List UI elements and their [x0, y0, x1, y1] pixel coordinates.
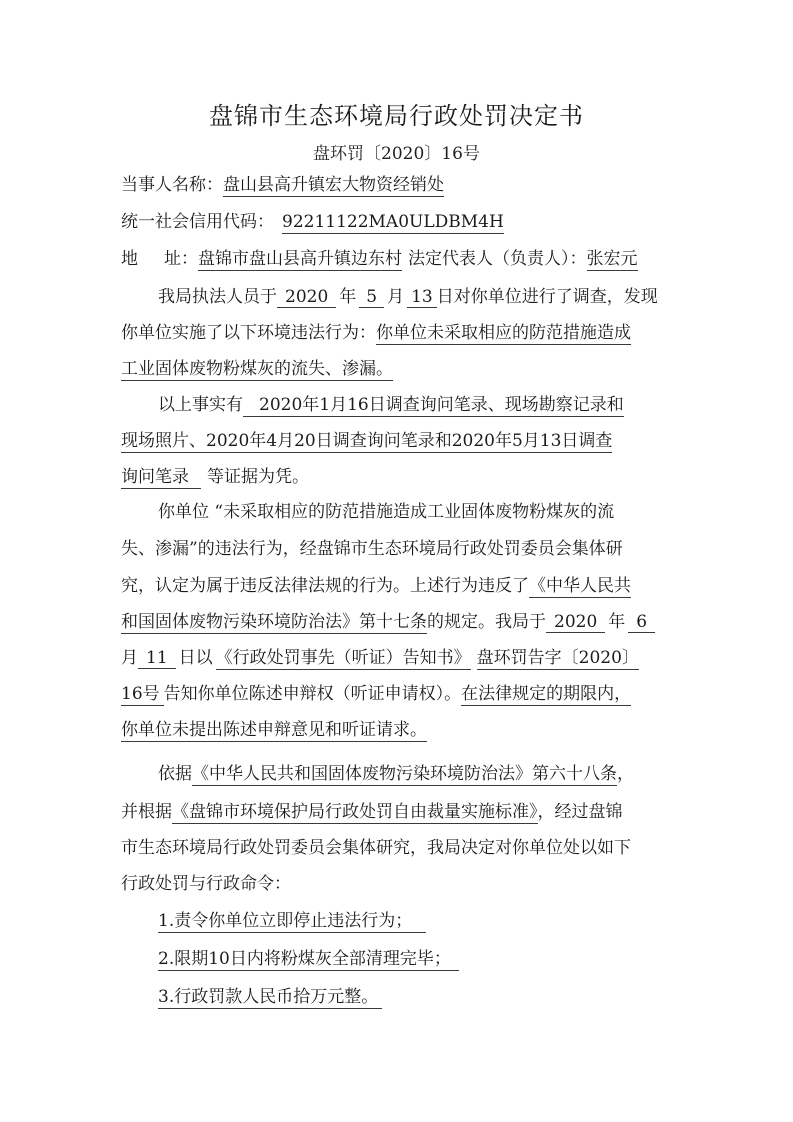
para4-line4: 行政处罚与行政命令： [121, 874, 291, 894]
para3-text: 月 [121, 648, 138, 668]
inspection-month: 5 [359, 287, 384, 308]
para2-text: 以上事实有 [158, 395, 243, 415]
document-title: 盘锦市生态环境局行政处罚决定书 [209, 102, 584, 130]
party-name-label: 当事人名称： [121, 175, 223, 195]
notice-document: 《行政处罚事先（听证）告知书》 [215, 648, 471, 668]
para3-line1: 你单位 “未采取相应的防范措施造成工业固体废物粉煤灰的流 [158, 502, 615, 522]
para4-line1 [158, 762, 634, 786]
para3-line5 [121, 646, 639, 670]
order-item [158, 909, 426, 933]
para1-text: 我局执法人员于 [158, 287, 277, 307]
party-name: 盘山县高升镇宏大物资经销处 [223, 175, 444, 195]
para4-text: 依据 [158, 764, 192, 784]
notice-month: 6 [628, 612, 655, 633]
address-label-char: 地 [121, 249, 164, 269]
evidence-list: 2020年1月16日调查询问笔录、现场勘察记录和 [243, 395, 624, 417]
order-3: 3.行政罚款人民币拾万元整。 [158, 987, 382, 1009]
para3-text: 究，认定为属于违反法律法规的行为。上述行为违反了 [121, 576, 529, 596]
party-name-line [121, 173, 444, 197]
para2-line3 [121, 465, 309, 489]
inspection-year: 2020 [277, 287, 336, 308]
statutory-period: 在法律规定的期限内， [461, 684, 632, 704]
evidence-list: 现场照片、2020年4月20日调查询问笔录和2020年5月13日调查 [121, 431, 613, 451]
document-number: 盘环罚〔2020〕16号 [313, 144, 480, 164]
para4-line2 [121, 800, 623, 824]
para3-text: 告知你单位陈述申辩权（听证申请权）。 [163, 684, 462, 704]
order-2: 2.限期10日内将粉煤灰全部清理完毕； [158, 949, 459, 971]
para4-text: ，经过盘锦 [537, 802, 623, 822]
para1-line2 [121, 321, 631, 345]
violation-description: 工业固体废物粉煤灰的流失、渗漏。 [121, 359, 393, 379]
para3-line7 [121, 718, 427, 742]
para3-text: 日以 [178, 648, 213, 668]
para1-text: 月 [387, 287, 405, 307]
para3-line6 [121, 682, 631, 706]
para2-text: 等证据为凭。 [207, 467, 309, 487]
order-item [158, 947, 459, 971]
para2-line2 [121, 429, 612, 453]
representative-label: 法定代表人（负责人）： [408, 249, 587, 269]
para3-line4 [121, 610, 655, 634]
law-reference: 《中华人民共 [529, 576, 631, 596]
violation-description: 你单位未采取相应的防范措施造成 [376, 323, 631, 343]
para4-text: ， [617, 764, 634, 784]
no-defense-statement: 你单位未提出陈述申辩意见和听证请求。 [121, 720, 427, 740]
credit-code-label: 统一社会信用代码： [121, 212, 274, 232]
notice-number: 16号 [121, 684, 164, 706]
representative: 张宏元 [586, 249, 638, 269]
para4-line3: 市生态环境局行政处罚委员会集体研究，我局决定对你单位处以如下 [121, 838, 631, 858]
evidence-list: 询问笔录 [121, 467, 201, 489]
discretion-standard: 《盘锦市环境保护局行政处罚自由裁量实施标准》 [172, 802, 538, 822]
para1-text: 年 [339, 287, 357, 307]
order-item [158, 985, 382, 1009]
notice-year: 2020 [546, 612, 605, 633]
para1-line1 [158, 285, 658, 309]
para1-text: 日对你单位进行了调查，发现 [436, 287, 658, 307]
credit-code-line [121, 210, 504, 234]
inspection-day: 13 [407, 287, 437, 308]
address-label: 址： [164, 249, 198, 269]
para3-text: 年 [608, 612, 626, 632]
penalty-law-reference: 《中华人民共和国固体废物污染环境防治法》第六十八条 [192, 764, 617, 784]
para3-text: 的规定。我局于 [427, 612, 546, 632]
para2-line1 [158, 393, 624, 417]
credit-code: 92211122MA0ULDBM4H [282, 212, 504, 232]
law-reference: 和国固体废物污染环境防治法》第十七条 [121, 612, 427, 632]
para3-line2: 失、渗漏”的违法行为，经盘锦市生态环境局行政处罚委员会集体研 [121, 539, 623, 559]
para4-text: 并根据 [121, 802, 172, 822]
para3-line3 [121, 574, 631, 598]
address-line [121, 247, 638, 271]
para1-line3 [121, 357, 393, 381]
para1-text: 你单位实施了以下环境违法行为： [121, 323, 376, 343]
order-1: 1.责令你单位立即停止违法行为； [158, 911, 426, 933]
address: 盘锦市盘山县高升镇边东村 [198, 249, 402, 269]
notice-day: 11 [138, 648, 176, 669]
notice-document-number: 盘环罚告字〔2020〕 [476, 648, 639, 668]
